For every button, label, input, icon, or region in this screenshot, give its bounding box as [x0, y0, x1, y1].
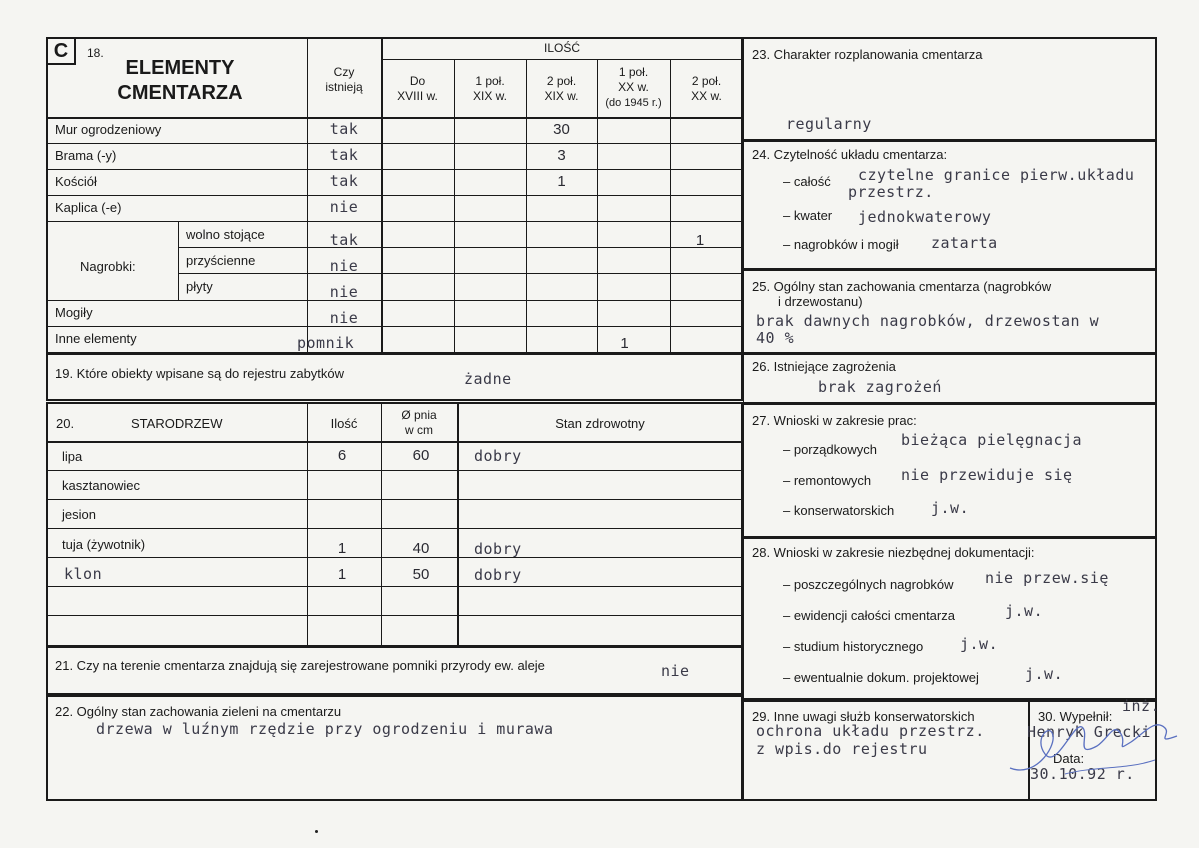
section-27-label: 27. Wnioski w zakresie prac: [752, 413, 917, 428]
s18-row-label: Mogiły [55, 305, 93, 320]
period-header: XVIII w. [397, 89, 438, 103]
s18-exists-value: nie [329, 309, 359, 327]
col-exists-header-line2: istnieją [325, 80, 363, 94]
section-29-label: 29. Inne uwagi służb konserwatorskich [752, 709, 975, 724]
s20-tree-health: dobry [474, 447, 522, 465]
section-30-date-label: Data: [1053, 751, 1085, 766]
section-29-value-line2: z wpis.do rejestru [756, 740, 928, 758]
s20-col-qty-header: Ilość [330, 416, 358, 431]
s18-row-label: wolno stojące [186, 227, 265, 242]
period-header: XX w. [618, 80, 649, 94]
s20-row-line [46, 470, 743, 471]
section-18-title-line1: ELEMENTY [125, 57, 235, 79]
section-25-label-line2: i drzewostanu) [778, 294, 863, 309]
section-27-item-value: nie przewiduje się [901, 466, 1073, 484]
s20-tree-name: kasztanowiec [62, 478, 141, 493]
s20-tree-diam: 40 [412, 540, 430, 557]
s20-tree-name: klon [64, 565, 103, 583]
period-header: 2 poł. [691, 74, 722, 88]
s20-col-line [457, 402, 459, 647]
period-header: 1 poł. [618, 65, 649, 79]
section-27-item-value: j.w. [931, 499, 970, 517]
s20-tree-qty: 6 [337, 447, 347, 464]
section-letter: C [53, 40, 69, 62]
s18-exists-value: nie [329, 257, 359, 275]
s20-row-line [46, 586, 743, 587]
section-28-label: 28. Wnioski w zakresie niezbędnej dokumentacji: [752, 545, 1035, 560]
section-28-item-value: j.w. [1005, 602, 1044, 620]
section-27-item-label: – remontowych [783, 473, 872, 488]
section-20-title: STARODRZEW [131, 416, 223, 431]
section-25-value-line1: brak dawnych nagrobków, drzewostan w [756, 312, 1100, 330]
section-30-title: inż. [1122, 697, 1161, 715]
s20-col-line [307, 402, 308, 647]
period-header: 1 poł. [475, 74, 505, 88]
section-22-value: drzewa w luźnym rzędzie przy ogrodzeniu i murawa [96, 720, 554, 738]
s18-exists-value: tak [329, 231, 359, 249]
s20-tree-diam: 60 [412, 447, 430, 464]
s20-tree-name: lipa [62, 449, 83, 464]
s18-quantity-value: 30 [553, 121, 570, 138]
s18-col-line [670, 59, 671, 354]
section-27-item-label: – porządkowych [783, 442, 877, 457]
s18-exists-value: tak [329, 120, 359, 138]
speck [315, 830, 318, 833]
s18-row-line [46, 143, 743, 144]
s18-quantity-value: 1 [695, 232, 705, 249]
s18-quantity-value: 1 [557, 173, 566, 190]
section-23-label: 23. Charakter rozplanowania cmentarza [752, 47, 983, 62]
section-23-value: regularny [786, 115, 872, 133]
section-24-label: 24. Czytelność układu cmentarza: [752, 147, 948, 162]
s20-row-line [46, 557, 743, 558]
col-quantity-header: ILOŚĆ [543, 41, 580, 55]
period-header: XIX w. [544, 89, 579, 103]
s20-tree-qty: 1 [337, 566, 347, 583]
section-19-label: 19. Które obiekty wpisane są do rejestru zabytków [55, 366, 345, 381]
section-28-item-value: nie przew.się [985, 569, 1109, 587]
s20-tree-diam: 50 [412, 566, 430, 583]
s20-row-line [46, 441, 743, 443]
s18-exists-value: nie [329, 198, 359, 216]
s18-exists-value: tak [329, 146, 359, 164]
s18-row-line [46, 195, 743, 196]
section-24-whole-value-line2: przestrz. [848, 183, 934, 201]
s20-row-line [46, 528, 743, 529]
s18-exists-value: tak [329, 172, 359, 190]
section-30-date: 30.10.92 r. [1030, 765, 1135, 783]
section-28-item-label: – studium historycznego [783, 639, 924, 654]
s18-row-label: Inne elementy [55, 331, 137, 346]
section-24-graves-value: zatarta [931, 234, 998, 252]
s18-col-line [526, 59, 527, 354]
section-19-value: żadne [464, 370, 512, 388]
period-header: XIX w. [472, 89, 507, 103]
s18-row-label: przyścienne [186, 253, 256, 268]
s18-row-line [46, 221, 743, 222]
section-29-value-line1: ochrona układu przestrz. [756, 722, 985, 740]
s20-tree-qty: 1 [337, 540, 347, 557]
s18-row-line [46, 300, 743, 301]
section-26-value: brak zagrożeń [818, 378, 942, 396]
s18-row-line [46, 117, 743, 119]
s18-row-label: Brama (-y) [55, 148, 117, 163]
s20-col-diam-header-line1: Ø pnia [401, 408, 437, 422]
s18-quantity-line [381, 59, 743, 60]
col-exists-header-line1: Czy [333, 65, 355, 79]
section-24-quarters-label: – kwater [783, 208, 833, 223]
section-25-value-line2: 40 % [756, 329, 795, 347]
section-24-whole-label: – całość [783, 174, 831, 189]
s18-row-label: Kaplica (-e) [55, 200, 122, 215]
section-30-label: 30. Wypełnił: [1038, 709, 1113, 724]
s18-exists-value: nie [329, 283, 359, 301]
section-21-value: nie [661, 662, 690, 680]
s20-row-line [46, 615, 743, 616]
s20-tree-health: dobry [474, 566, 522, 584]
s20-col-diam-header-line2: w cm [405, 423, 433, 437]
s20-col-line [381, 402, 382, 647]
signature-icon [1005, 708, 1185, 786]
s20-tree-health: dobry [474, 540, 522, 558]
s18-quantity-value: 1 [620, 335, 629, 352]
s18-row-label: Kościół [55, 174, 97, 189]
section-20-number: 20. [56, 416, 75, 431]
s18-row-line [46, 326, 743, 327]
s20-row-line [46, 499, 743, 500]
section-28-item-label: – ewentualnie dokum. projektowej [783, 670, 979, 685]
section-21-label: 21. Czy na terenie cmentarza znajdują się zarejestrowane pomniki przyrody ew. aleje [55, 658, 545, 673]
section-26-label: 26. Istniejące zagrożenia [752, 359, 896, 374]
period-header: XX w. [691, 89, 722, 103]
s18-col-line [454, 59, 455, 354]
section-28-item-value: j.w. [1025, 665, 1064, 683]
section-27-item-label: – konserwatorskich [783, 503, 895, 518]
period-header: Do [409, 74, 426, 88]
s20-tree-name: tuja (żywotnik) [62, 537, 146, 552]
section-24-graves-label: – nagrobków i mogił [783, 237, 899, 252]
s18-row-label: Mur ogrodzeniowy [55, 122, 162, 137]
section-24-quarters-value: jednokwaterowy [858, 208, 992, 226]
section-25-label-line1: 25. Ogólny stan zachowania cmentarza (nagrobków [752, 279, 1052, 294]
period-header: 2 poł. [546, 74, 577, 88]
section-18-title-line2: CMENTARZA [117, 82, 243, 104]
s18-quantity-value: 3 [557, 147, 566, 164]
s18-row-line [178, 273, 743, 274]
period-header: (do 1945 r.) [605, 97, 662, 109]
s18-row-line [178, 247, 743, 248]
s18-group-label: Nagrobki: [80, 259, 136, 274]
section-30-name: Henryk Grecki [1027, 723, 1151, 741]
s18-row-label: płyty [186, 279, 213, 294]
section-27-item-value: bieżąca pielęgnacja [901, 431, 1083, 449]
s18-row-line [46, 169, 743, 170]
section-24-whole-value-line1: czytelne granice pierw.układu [858, 166, 1135, 184]
s20-col-health-header: Stan zdrowotny [555, 416, 645, 431]
section-18-number: 18. [87, 46, 104, 60]
s18-exists-value: pomnik [297, 334, 355, 352]
section-28-item-label: – ewidencji całości cmentarza [783, 608, 955, 623]
s20-tree-name: jesion [62, 507, 96, 522]
section-22-label: 22. Ogólny stan zachowania zieleni na cmentarzu [55, 704, 342, 719]
section-28-item-label: – poszczególnych nagrobków [783, 577, 954, 592]
s18-group-line [178, 221, 179, 300]
section-20-box [46, 402, 743, 647]
section-28-item-value: j.w. [960, 635, 999, 653]
